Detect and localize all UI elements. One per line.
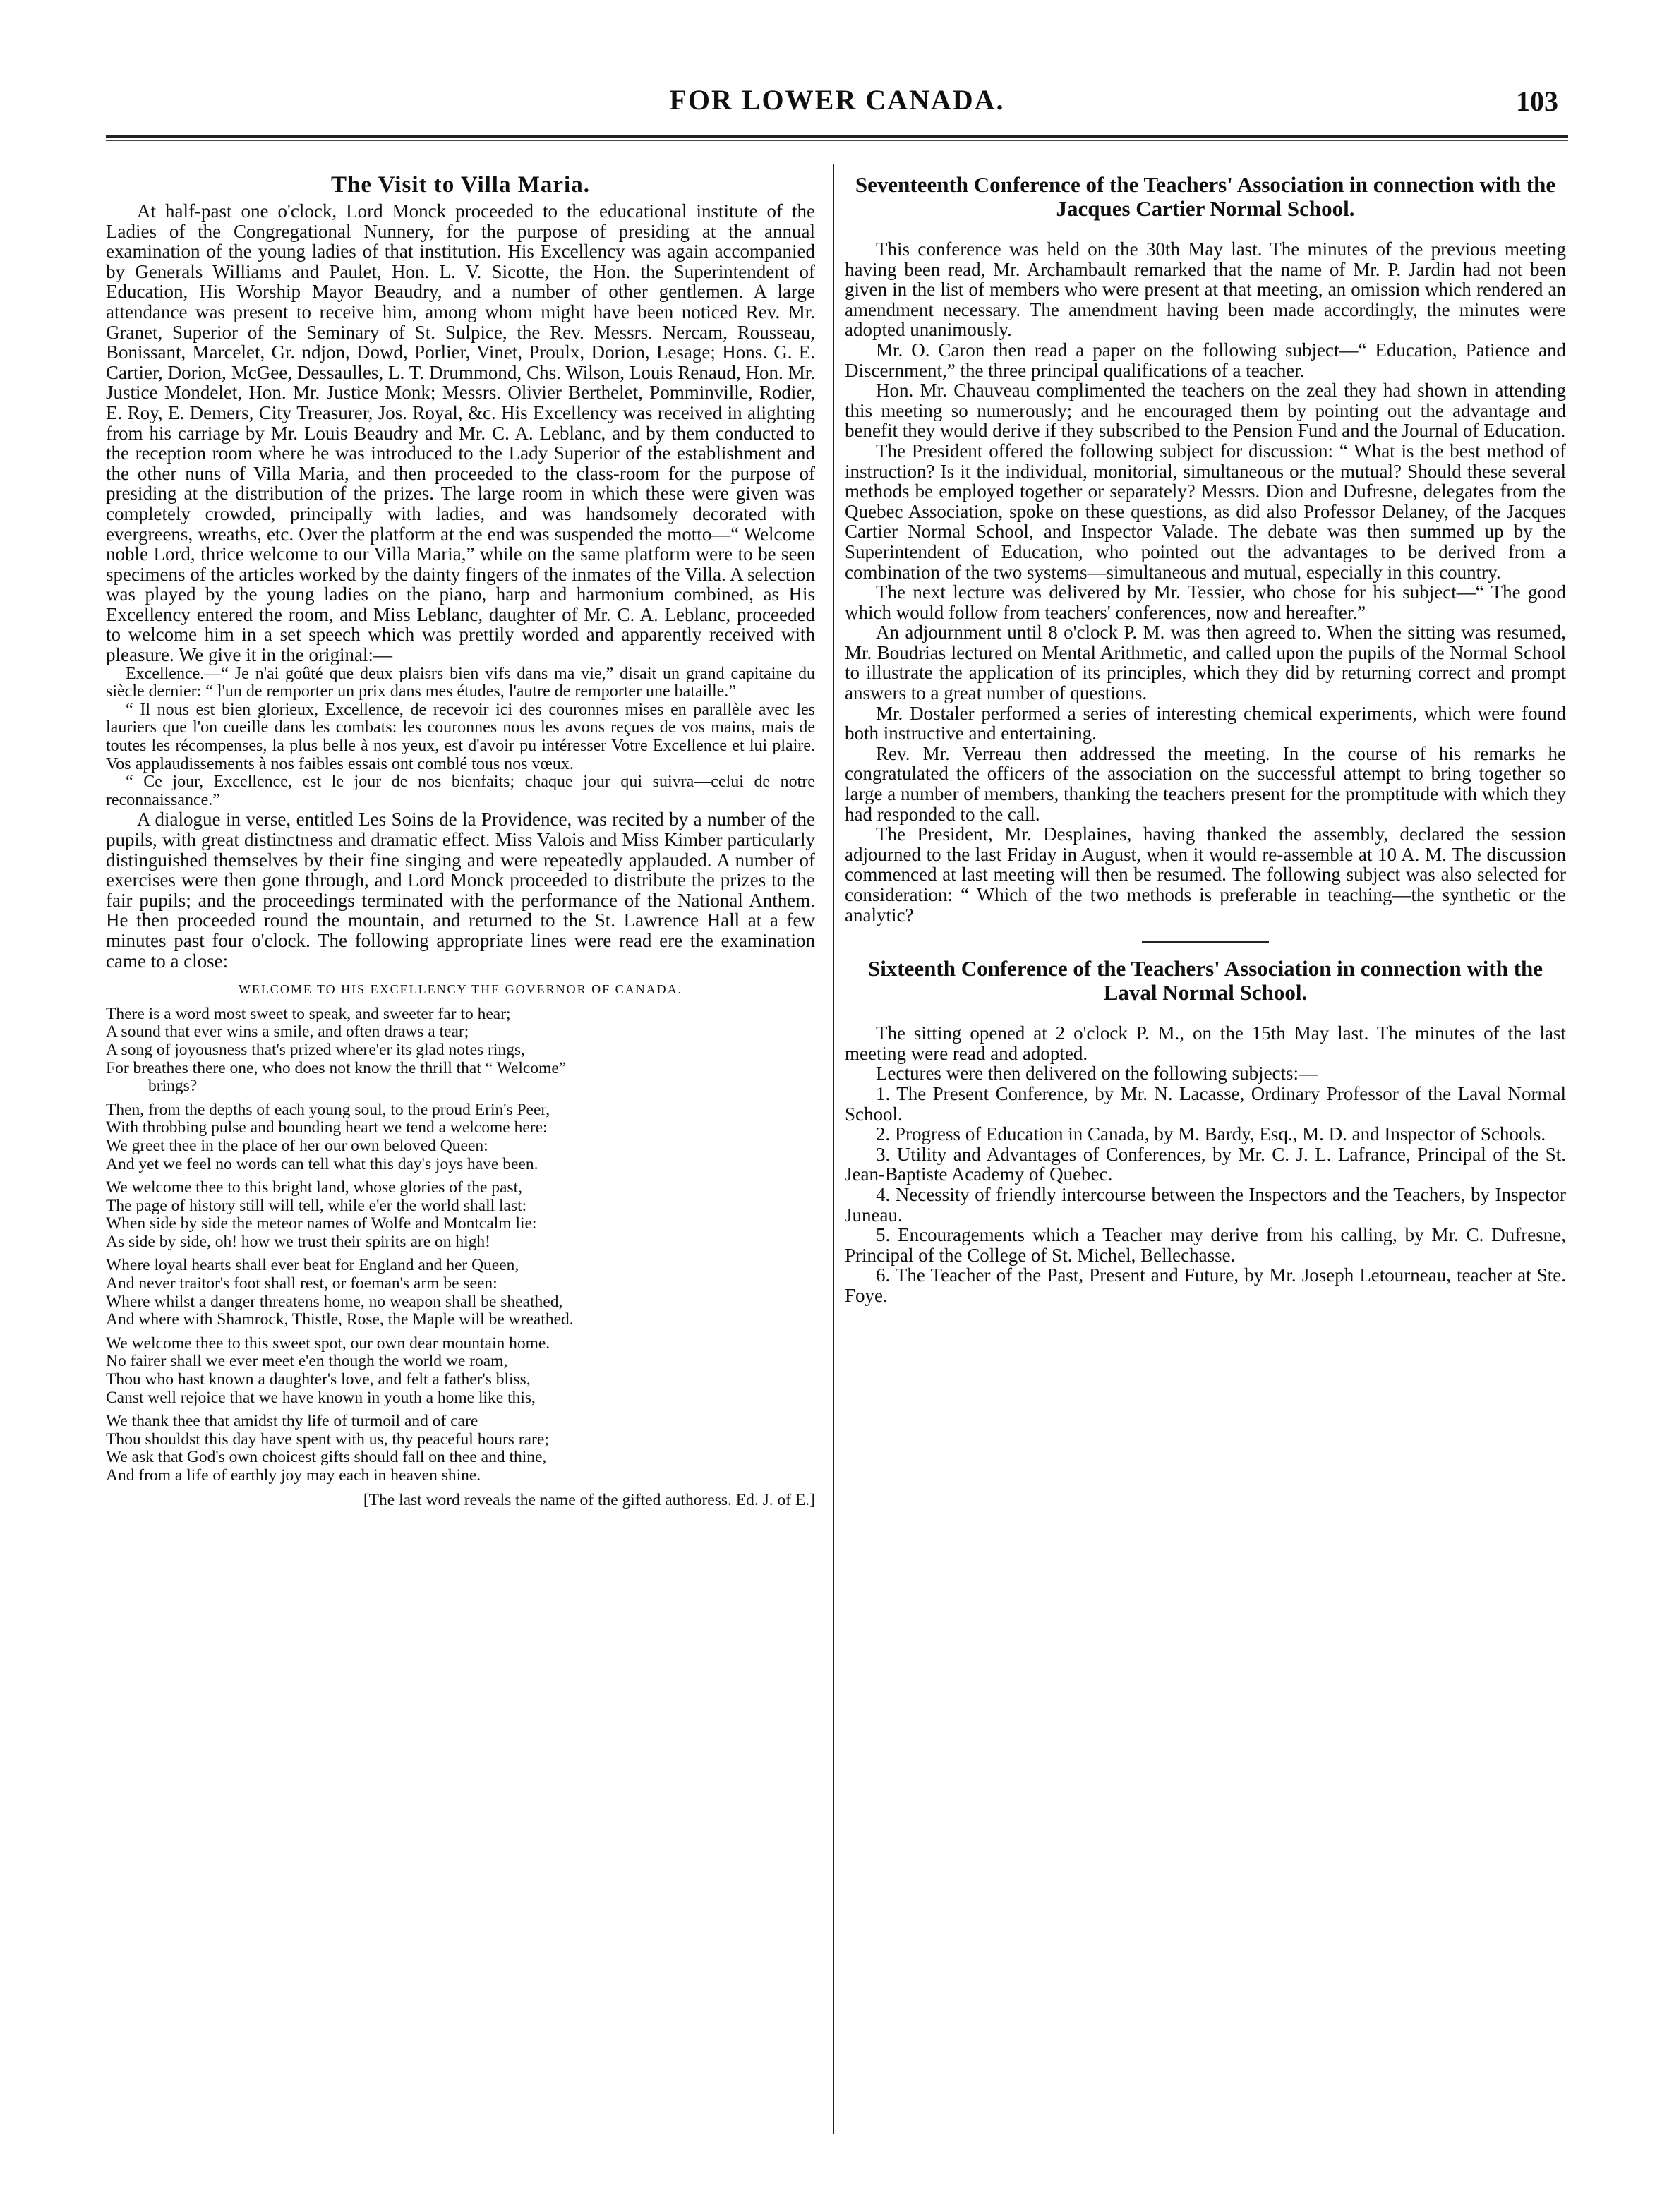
- lecture-item: 4. Necessity of friendly intercourse between the Inspectors and the Teachers, by Inspector Juneau.: [845, 1183, 1566, 1226]
- poem-line: We ask that God's own choicest gifts should fall on thee and thine,: [106, 1448, 547, 1467]
- article-paragraph: Lectures were then delivered on the following subjects:—: [876, 1063, 1318, 1084]
- poem-stanza: [106, 1413, 815, 1485]
- poem-stanza: [106, 1101, 815, 1173]
- poem-line: Where loyal hearts shall ever beat for England and her Queen,: [106, 1256, 519, 1275]
- poem-line: And yet we feel no words can tell what this day's joys have been.: [106, 1154, 538, 1173]
- article-paragraph: Hon. Mr. Chauveau complimented the teachers on the zeal they had shown in attending this meeting so numerously; and he encouraged them by pointing out the advantage and benefit they would derive if they subscribed to the Pension Fund and the Journal of Education.: [845, 380, 1566, 442]
- french-paragraph: Excellence.—“ Je n'ai goûté que deux plaisrs bien vifs dans ma vie,” disait un grand capitaine du siècle dernier: “ l'un de remporter un prix dans mes études, l'autre de remporter une bataille.”: [106, 664, 815, 701]
- poem-line: Where whilst a danger threatens home, no weapon shall be sheathed,: [106, 1292, 563, 1311]
- poem-stanza: [106, 1335, 815, 1407]
- poem-line: With throbbing pulse and bounding heart we tend a welcome here:: [106, 1118, 548, 1137]
- spacer: [845, 228, 1566, 239]
- french-paragraph: “ Il nous est bien glorieux, Excellence, de recevoir ici des couronnes mises en parallèle avec les lauriers que l'on cueille dans les combats: les couronnes nous les avons reçues de vos mains, mais de toutes les récompenses, la plus belle à nos yeux, est d'avoir pu intéresser Votre Excellence et lui plaire. Vos applaudissements à nos faibles essais ont comblé tous nos vœux.: [106, 700, 815, 773]
- header-rule: [106, 135, 1568, 138]
- poem-line: As side by side, oh! how we trust their spirits are on high!: [106, 1232, 490, 1251]
- editor-note: [The last word reveals the name of the gifted authoress. Ed. J. of E.]: [363, 1490, 815, 1509]
- poem-line: Then, from the depths of each young soul, to the proud Erin's Peer,: [106, 1100, 550, 1119]
- poem-line: Thou shouldst this day have spent with us, thy peaceful hours rare;: [106, 1430, 549, 1449]
- poem-line: We greet thee in the place of her our own beloved Queen:: [106, 1136, 488, 1155]
- poem-line: No fairer shall we ever meet e'en though the world we roam,: [106, 1352, 508, 1371]
- poem-line: For breathes there one, who does not know the thrill that “ Welcome”: [106, 1058, 567, 1077]
- article-paragraph: A dialogue in verse, entitled Les Soins de la Providence, was recited by a number of the pupils, with great distinctness and dramatic effect. Miss Valois and Miss Kimber particularly distinguished themselves by their fine singing and were repeatedly applauded. A number of exercises were then gone through, and Lord Monck proceeded to distribute the prizes to the fair pupils; and the proceedings terminated with the performance of the National Anthem. He then proceeded round the mountain, and returned to the St. Lawrence Hall at a few minutes past four o'clock. The following appropriate lines were read ere the examination came to a close:: [106, 809, 815, 972]
- poem-line: We welcome thee to this bright land, whose glories of the past,: [106, 1178, 523, 1197]
- poem-line: When side by side the meteor names of Wolfe and Montcalm lie:: [106, 1214, 537, 1233]
- poem-stanza: [106, 1257, 815, 1329]
- poem-line: A sound that ever wins a smile, and often draws a tear;: [106, 1022, 469, 1041]
- lecture-item: 3. Utility and Advantages of Conferences, by Mr. C. J. L. Lafrance, Principal of the St. Jean-Baptiste Academy of Quebec.: [845, 1143, 1566, 1185]
- poem-line: The page of history still will tell, while e'er the world shall last:: [106, 1196, 527, 1215]
- article-paragraph: The President, Mr. Desplaines, having thanked the assembly, declared the session adjourned to the last Friday in August, when it would re-assemble at 10 A. M. The discussion commenced at last meeting will then be resumed. The following subject was also selected for consideration: “ Which of the two methods is preferable in teaching—the synthetic or the analytic?: [845, 823, 1566, 926]
- poem-line: There is a word most sweet to speak, and sweeter far to hear;: [106, 1004, 511, 1023]
- poem-line: We thank thee that amidst thy life of turmoil and of care: [106, 1412, 478, 1431]
- header-rule-thin: [106, 140, 1568, 141]
- poem-line: And from a life of earthly joy may each in heaven shine.: [106, 1466, 481, 1485]
- article-paragraph: The next lecture was delivered by Mr. Tessier, who chose for his subject—“ The good which would follow from teachers' conferences, now and hereafter.”: [845, 581, 1566, 623]
- poem-line: Thou who hast known a daughter's love, and felt a father's bliss,: [106, 1370, 531, 1389]
- left-column: [106, 173, 815, 1509]
- poem-line: Canst well rejoice that we have known in youth a home like this,: [106, 1388, 536, 1407]
- article-paragraph: Mr. Dostaler performed a series of interesting chemical experiments, which were found both instructive and entertaining.: [845, 702, 1566, 744]
- article-paragraph: This conference was held on the 30th May last. The minutes of the previous meeting having been read, Mr. Archambault remarked that the name of Mr. P. Jardin had not been given in the list of members who were present at that meeting, an omission which rendered an amendment necessary. The amendment having been made accordingly, the minutes were adopted unanimously.: [845, 238, 1566, 341]
- french-address: [106, 665, 815, 810]
- poem-title: WELCOME TO HIS EXCELLENCY THE GOVERNOR OF CANADA.: [238, 982, 683, 997]
- article-paragraph: The President offered the following subject for discussion: “ What is the best method of instruction? Is it the individual, monitorial, simultaneous or the mutual? Should these several methods be employed together or separately? Messrs. Dion and Dufresne, delegates from the Quebec Association, spoke on these questions, as did also Professor Delaney, of the Jacques Cartier Normal School, and Inspector Valade. The debate was then summed up by the Superintendent of Education, who pointed out the advantages to be derived from a combination of the two systems—simultaneous and mutual, especially in this country.: [845, 440, 1566, 583]
- page-number: 103: [1516, 85, 1558, 117]
- page-header: [106, 83, 1568, 133]
- article-paragraph: An adjournment until 8 o'clock P. M. was then agreed to. When the sitting was resumed, Mr. Boudrias lectured on Mental Arithmetic, and called upon the pupils of the Normal School to illustrate the application of its principles, which they did by returning correct and prompt answers to a great number of questions.: [845, 622, 1566, 704]
- article-paragraph: Mr. O. Caron then read a paper on the following subject—“ Education, Patience and Discernment,” the three principal qualifications of a teacher.: [845, 339, 1566, 381]
- article-paragraph: The sitting opened at 2 o'clock P. M., on the 15th May last. The minutes of the last meeting were read and adopted.: [845, 1022, 1566, 1064]
- poem-line: We welcome thee to this sweet spot, our own dear mountain home.: [106, 1334, 550, 1353]
- french-paragraph: “ Ce jour, Excellence, est le jour de nos bienfaits; chaque jour qui suivra—celui de notre reconnaissance.”: [106, 773, 815, 809]
- article-title-jacques-cartier-conference: Seventeenth Conference of the Teachers' Association in connection with the Jacques Cartier Normal School.: [855, 172, 1556, 221]
- lecture-item: 6. The Teacher of the Past, Present and Future, by Mr. Joseph Letourneau, teacher at Ste. Foye.: [845, 1264, 1566, 1306]
- lecture-item: 2. Progress of Education in Canada, by M. Bardy, Esq., M. D. and Inspector of Schools.: [876, 1123, 1546, 1145]
- poem-line: And never traitor's foot shall rest, or foeman's arm be seen:: [106, 1274, 498, 1293]
- right-column: [845, 173, 1566, 1306]
- article-title-villa-maria: The Visit to Villa Maria.: [331, 172, 590, 198]
- lecture-item: 1. The Present Conference, by Mr. N. Lacasse, Ordinary Professor of the Laval Normal School.: [845, 1082, 1566, 1125]
- running-title: FOR LOWER CANADA.: [669, 84, 1005, 116]
- poem-stanza: [106, 1005, 815, 1096]
- column-divider: [833, 164, 834, 2134]
- poem-line: And where with Shamrock, Thistle, Rose, the Maple will be wreathed.: [106, 1310, 574, 1329]
- article-paragraph: Rev. Mr. Verreau then addressed the meeting. In the course of his remarks he congratulated the officers of the association on the successful attempt to bring together so large a number of members, thanking the teachers present for the promptitude with which they had responded to the call.: [845, 742, 1566, 825]
- poem-stanza: [106, 1179, 815, 1251]
- spacer: [845, 1012, 1566, 1023]
- poem-line: A song of joyousness that's prized where'er its glad notes rings,: [106, 1040, 525, 1059]
- poem-line: brings?: [148, 1077, 198, 1096]
- section-separator: [1142, 941, 1269, 943]
- lecture-item: 5. Encouragements which a Teacher may derive from his calling, by Mr. C. Dufresne, Principal of the College of St. Michel, Bellechasse.: [845, 1224, 1566, 1266]
- article-paragraph: At half-past one o'clock, Lord Monck proceeded to the educational institute of the Ladies of the Congregational Nunnery, for the purpose of presiding at the annual examination of the young ladies of that institution. His Excellency was again accompanied by Generals Williams and Paulet, Hon. L. V. Sicotte, the Hon. the Superintendent of Education, His Worship Mayor Beaudry, and a number of other gentlemen. A large attendance was present to receive him, among whom might have been noticed Rev. Mr. Granet, Superior of the Seminary of St. Sulpice, the Rev. Messrs. Nercam, Rousseau, Bonissant, Marcelet, Gr. ndjon, Dowd, Porlier, Vinet, Proulx, Dorion, Lesage; Hons. G. E. Cartier, Dorion, McGee, Dessaulles, L. T. Drummond, Chs. Wilson, Louis Renaud, Hon. Mr. Justice Mondelet, Hon. Mr. Justice Monk; Messrs. Olivier Berthelet, Pomminville, Rodier, E. Roy, E. Demers, City Treasurer, Jos. Royal, &c. His Excellency was received in alighting from his carriage by Mr. Louis Beaudry and Mr. C. A. Leblanc, and by them conducted to the reception room where he was introduced to the Lady Superior of the establishment and the other nuns of Villa Maria, and then proceeded to the class-room for the purpose of presiding at the distribution of the prizes. The large room in which these were given was completely crowded, principally with ladies, and was handsomely decorated with evergreens, wreaths, etc. Over the platform at the end was suspended the motto—“ Welcome noble Lord, thrice welcome to our Villa Maria,” while on the same platform were to be seen specimens of the articles worked by the dainty fingers of the inmates of the Villa. A selection was played by the young ladies on the piano, harp and harmonium combined, as His Excellency entered the room, and Miss Leblanc, daughter of Mr. C. A. Leblanc, proceeded to welcome him in a set speech which was prettily worded and apparently received with pleasure. We give it in the original:—: [106, 200, 815, 666]
- article-title-laval-conference: Sixteenth Conference of the Teachers' Association in connection with the Laval Normal School.: [867, 956, 1543, 1005]
